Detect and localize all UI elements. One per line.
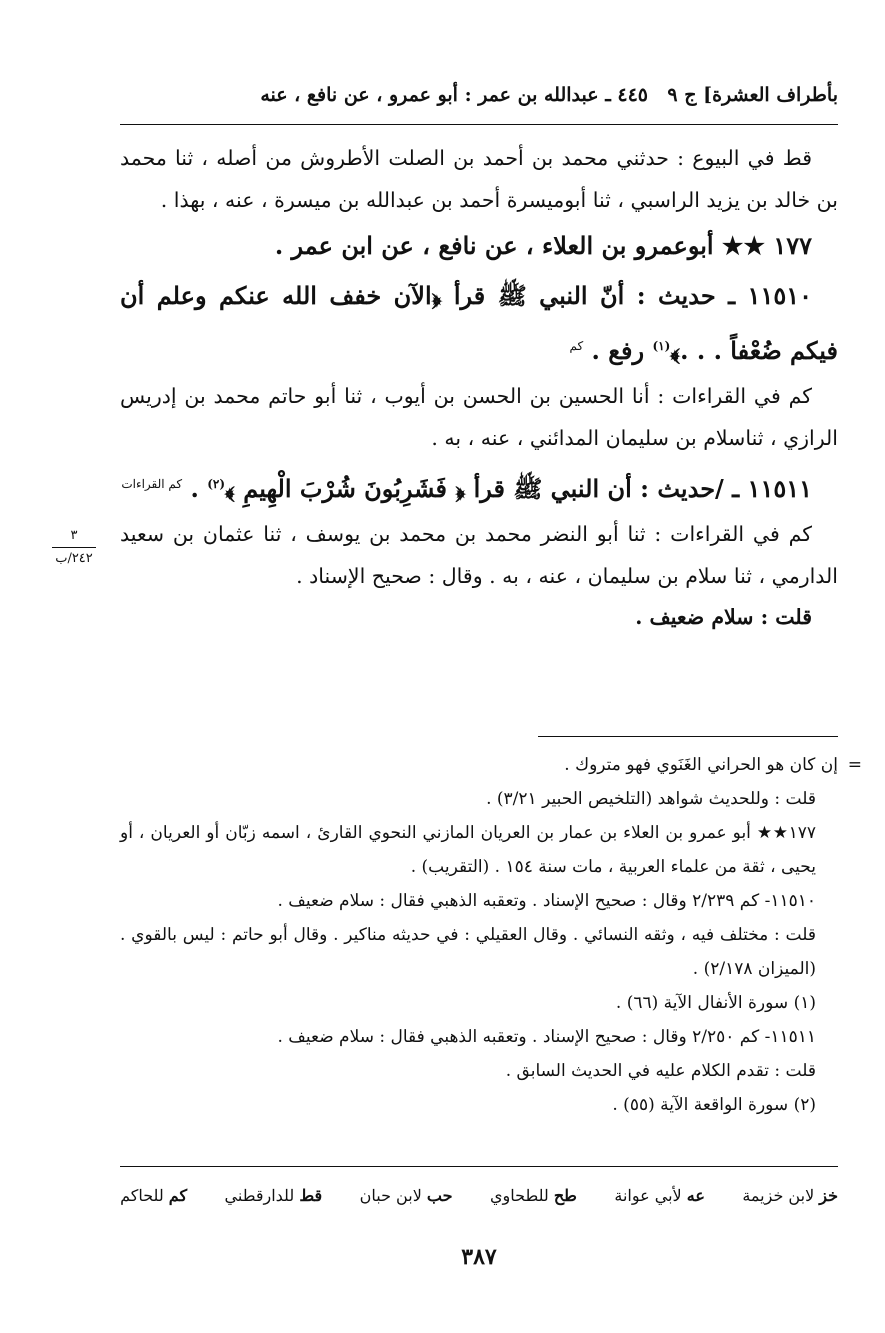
legend-item: قط للدارقطني [224, 1186, 323, 1205]
paragraph-7: قلت : سلام ضعيف . [635, 605, 812, 629]
running-header [120, 80, 838, 116]
folio-divider [52, 547, 96, 548]
page-number: ٣٨٧ [461, 1244, 497, 1270]
hadith-11511 [120, 459, 838, 514]
legend-item: كم للحاكم [120, 1186, 188, 1205]
source-tag-2: كم القراءات [121, 477, 183, 491]
note-1: إن كان هو الحراني الغَنَوي فهو متروك . [564, 755, 838, 775]
continuation-mark: = [847, 755, 862, 775]
note-7: ١١٥١١- كم ٢/٢٥٠ وقال : صحيح الإسناد . وتعقبه الذهبي فقال : سلام ضعيف . [277, 1027, 816, 1047]
legend-rule [120, 1166, 838, 1167]
note-4: ١١٥١٠- كم ٢/٢٣٩ وقال : صحيح الإسناد . وتعقبه الذهبي فقال : سلام ضعيف . [277, 891, 816, 911]
paragraph-6: كم في القراءات : ثنا أبو النضر محمد بن محمد بن يوسف ، ثنا عثمان بن سعيد الدارمي ، ثنا سلام بن سليمان ، عنه ، به . وقال : صحيح الإسناد . [120, 522, 838, 588]
hadith-11511-text: ١١٥١١ ـ /حديث : أن النبي ﷺ قرأ ﴿ فَشَرِبُونَ شُرْبَ الْهِيمِ ﴾ [225, 474, 812, 503]
hadith-11510-text: ١١٥١٠ ـ حديث : أنّ النبي ﷺ قرأ ﴿الآن خفف الله عنكم وعلم أن فيكم ضُعْفاً . . .﴾ [120, 281, 838, 365]
header-volume: بأطراف العشرة] ج ٩ [667, 84, 838, 106]
note-5: قلت : مختلف فيه ، وثقه النسائي . وقال العقيلي : في حديثه مناكير . وقال أبو حاتم : ليس بالقوي . (الميزان ٢/١٧٨) . [120, 925, 816, 979]
folio-bottom: ٢٤٢/ب [55, 551, 93, 566]
manuscript-folio-note [48, 528, 100, 567]
footnotes [120, 748, 862, 1122]
section-heading-177: ١٧٧ ★★ أبوعمرو بن العلاء ، عن نافع ، عن ابن عمر . [274, 231, 812, 260]
note-9: (٢) سورة الواقعة الآية (٥٥) . [612, 1095, 816, 1115]
source-tag-1: كم [569, 339, 584, 353]
hadith-11510 [120, 271, 838, 376]
legend-item: عه لأبي عوانة [614, 1186, 705, 1205]
note-6: (١) سورة الأنفال الآية (٦٦) . [615, 993, 816, 1013]
abbreviation-legend [120, 1186, 838, 1205]
note-8: قلت : تقدم الكلام عليه في الحديث السابق . [505, 1061, 816, 1081]
legend-item: خز لابن خزيمة [742, 1186, 838, 1205]
hadith-11510-tail: رفع . [591, 336, 653, 365]
legend-item: طح للطحاوي [489, 1186, 577, 1205]
footnote-ref-1: (١) [652, 339, 671, 353]
hadith-11511-tail: . [190, 474, 208, 503]
note-3: ١٧٧★★ أبو عمرو بن العلاء بن عمار بن العريان المازني النحوي القارئ ، اسمه زبّان أو العريان ، أو يحيى ، ثقة من علماء العربية ، مات سنة ١٥٤ . (التقريب) . [120, 823, 816, 877]
legend-item: حب لابن حبان [359, 1186, 453, 1205]
footnote-ref-2: (٢) [207, 477, 226, 491]
main-text [120, 138, 838, 639]
footnote-rule [538, 736, 838, 737]
header-rule [120, 124, 838, 125]
note-2: قلت : وللحديث شواهد (التلخيص الحبير ٣/٢١) . [486, 789, 816, 809]
paragraph-4: كم في القراءات : أنا الحسين بن الحسن بن أيوب ، ثنا أبو حاتم محمد بن إدريس الرازي ، ثناسلام بن سليمان المدائني ، عنه ، به . [120, 384, 838, 450]
header-title: ٤٤٥ ـ عبدالله بن عمر : أبو عمرو ، عن نافع ، عنه [260, 84, 648, 106]
paragraph-1: قط في البيوع : حدثني محمد بن أحمد بن الصلت الأطروش من أصله ، ثنا محمد بن خالد بن يزيد الراسبي ، ثنا أبوميسرة أحمد بن عبدالله بن ميسرة ، عنه ، بهذا . [120, 146, 838, 212]
folio-top: ٣ [70, 528, 78, 543]
